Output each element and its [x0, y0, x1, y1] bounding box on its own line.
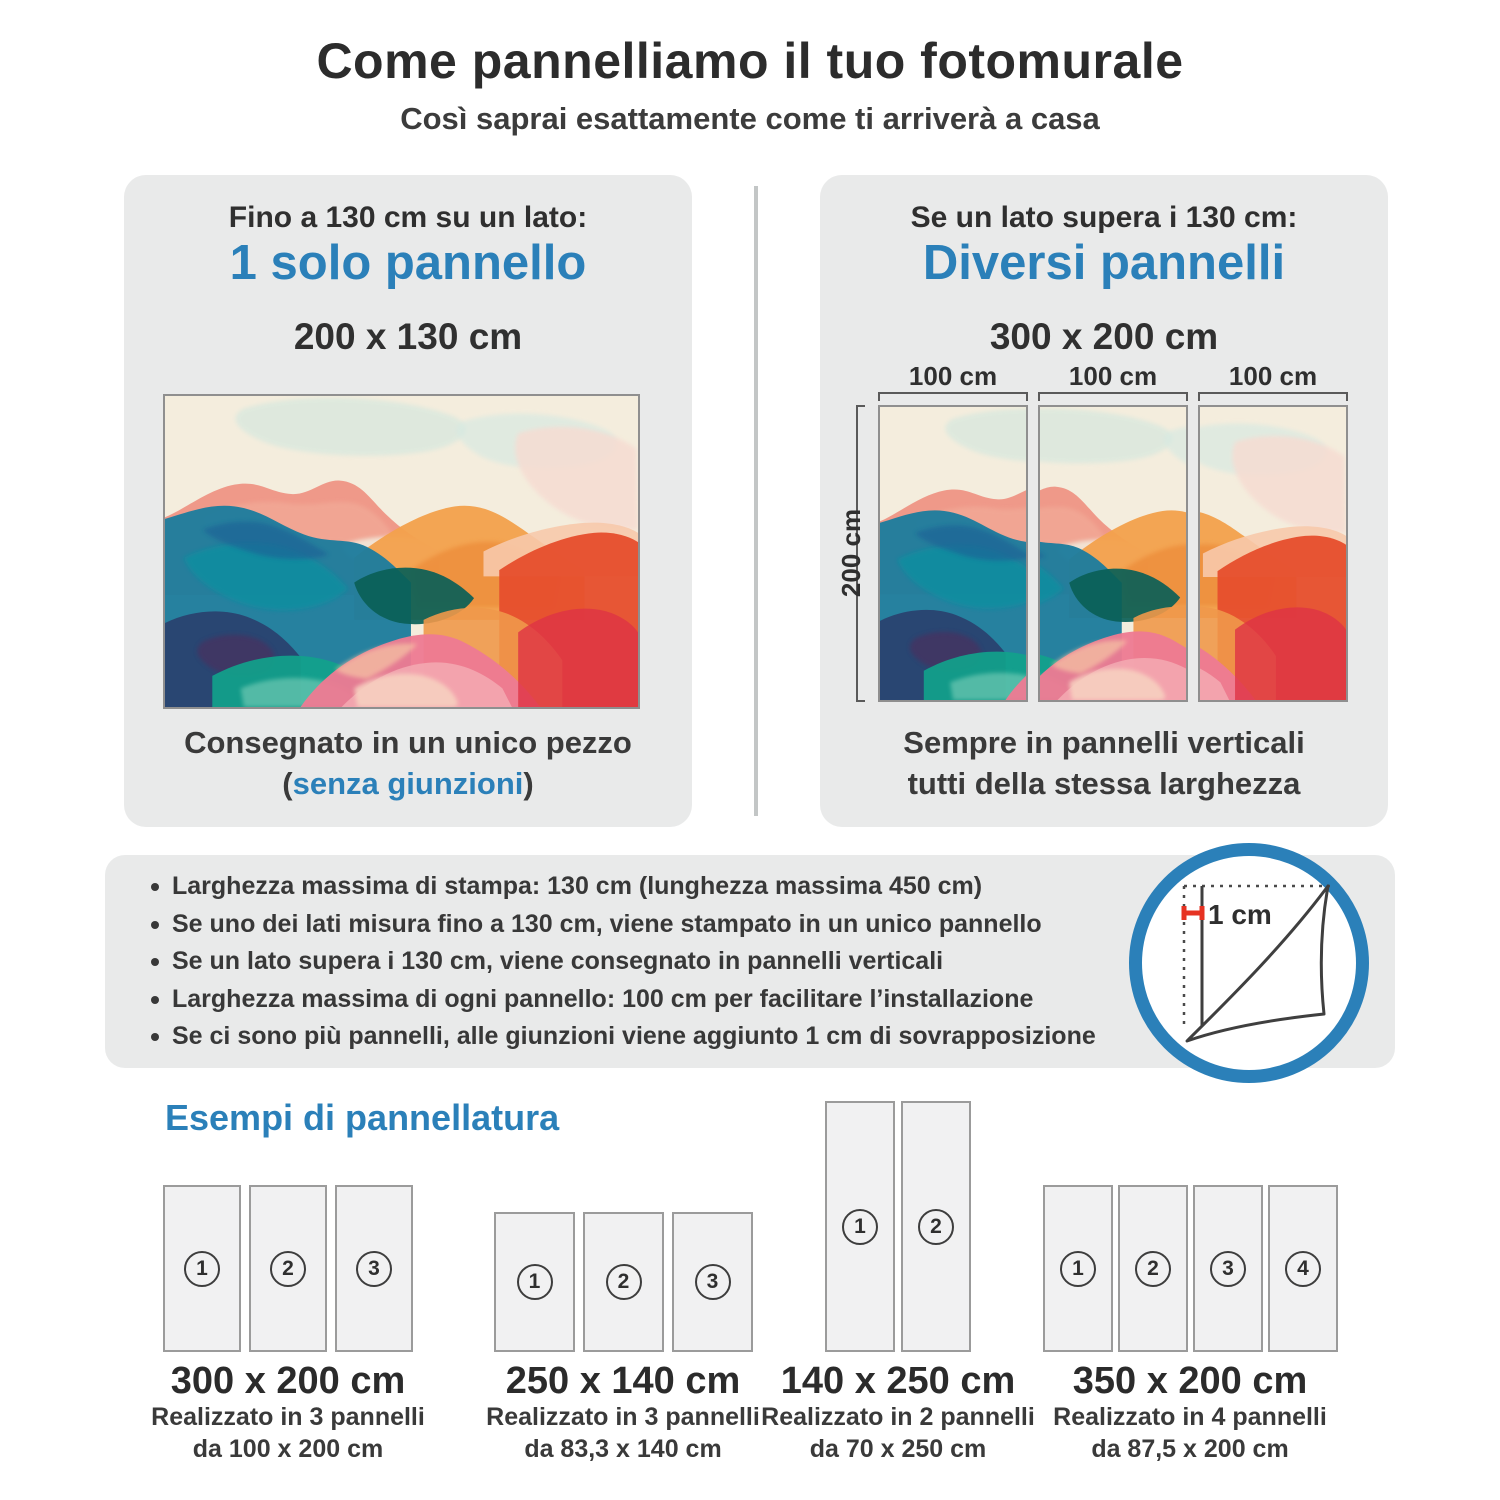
single-panel-footer: [124, 722, 692, 804]
single-panel-size: 200 x 130 cm: [293, 316, 523, 357]
panel-height-label: 200 cm: [836, 508, 866, 598]
multi-panel-size: 300 x 200 cm: [989, 316, 1219, 357]
overlap-measure-mark: [1184, 906, 1202, 920]
example-1-size: 300 x 200 cm: [170, 1360, 406, 1402]
example-panel: [583, 1212, 664, 1352]
paren-close: ): [523, 766, 534, 801]
page-curl-icon: [1142, 856, 1356, 1070]
rule-item-4: Larghezza massima di ogni pannello: 100 cm per facilitare l’installazione: [145, 981, 1155, 1019]
example-2-size: 250 x 140 cm: [505, 1360, 741, 1402]
panel-number-badge: 2: [918, 1209, 954, 1245]
example-3-line1: Realizzato in 2 pannelli: [761, 1403, 1035, 1431]
panel-number-badge: 1: [184, 1251, 220, 1287]
example-panel: [1118, 1185, 1188, 1352]
width-dimension-bracket-3: [1198, 392, 1348, 401]
example-3-line2: da 70 x 250 cm: [809, 1435, 987, 1463]
panel-width-label-2: 100 cm: [1068, 361, 1158, 391]
single-panel-card: [124, 175, 692, 827]
example-panel: [825, 1101, 895, 1352]
no-seams-note: senza giunzioni: [292, 766, 524, 801]
rule-item-1: Larghezza massima di stampa: 130 cm (lunghezza massima 450 cm): [145, 868, 1155, 906]
panel-number-badge: 3: [356, 1251, 392, 1287]
panel-number-badge: 1: [1060, 1251, 1096, 1287]
panel-width-label-1: 100 cm: [908, 361, 998, 391]
width-dimension-bracket-2: [1038, 392, 1188, 401]
example-panel: [672, 1212, 753, 1352]
example-panel: [1193, 1185, 1263, 1352]
width-dimension-bracket-1: [878, 392, 1028, 401]
panel-number-badge: 3: [1210, 1251, 1246, 1287]
cards-divider: [754, 186, 758, 816]
page-subtitle: Così saprai esattamente come ti arriverà a casa: [400, 101, 1100, 136]
rule-item-5: Se ci sono più pannelli, alle giunzioni viene aggiunto 1 cm di sovrapposizione: [145, 1018, 1155, 1056]
example-1-panels: [163, 1185, 413, 1352]
mural-panel-slice-2: [1038, 405, 1188, 702]
example-panel: [249, 1185, 327, 1352]
panel-number-badge: 2: [1135, 1251, 1171, 1287]
watercolor-slice-3: [1200, 407, 1346, 700]
panel-number-badge: 4: [1285, 1251, 1321, 1287]
watercolor-slice-2: [1040, 407, 1186, 700]
example-panel: [1043, 1185, 1113, 1352]
watercolor-image: [165, 396, 638, 707]
example-3-size: 140 x 250 cm: [780, 1360, 1016, 1402]
multi-panel-footer-line1: Sempre in pannelli verticali: [903, 725, 1305, 760]
mural-panel-slice-1: [878, 405, 1028, 702]
panel-number-badge: 1: [517, 1264, 553, 1300]
example-4-line2: da 87,5 x 200 cm: [1091, 1435, 1289, 1463]
example-2-line1: Realizzato in 3 pannelli: [486, 1403, 760, 1431]
panel-number-badge: 2: [606, 1264, 642, 1300]
panel-width-label-3: 100 cm: [1228, 361, 1318, 391]
page-title: Come pannelliamo il tuo fotomurale: [316, 33, 1184, 89]
example-panel: [1268, 1185, 1338, 1352]
panel-number-badge: 1: [842, 1209, 878, 1245]
example-4-size: 350 x 200 cm: [1072, 1360, 1308, 1402]
example-panel: [901, 1101, 971, 1352]
example-3-panels: [825, 1101, 971, 1352]
example-1-line1: Realizzato in 3 pannelli: [151, 1403, 425, 1431]
mural-preview-single: [163, 394, 640, 709]
rule-item-3: Se un lato supera i 130 cm, viene consegnato in pannelli verticali: [145, 943, 1155, 981]
example-panel: [335, 1185, 413, 1352]
example-4-panels: [1043, 1185, 1338, 1352]
example-panel: [163, 1185, 241, 1352]
panel-number-badge: 3: [695, 1264, 731, 1300]
example-panel: [494, 1212, 575, 1352]
single-panel-headline: 1 solo pannello: [229, 236, 587, 290]
single-panel-condition: Fino a 130 cm su un lato:: [228, 201, 588, 234]
example-4-line1: Realizzato in 4 pannelli: [1053, 1403, 1327, 1431]
multi-panel-headline: Diversi pannelli: [922, 236, 1286, 290]
multi-panel-condition: Se un lato supera i 130 cm:: [910, 201, 1298, 234]
overlap-detail-badge: [1129, 843, 1369, 1083]
overlap-measure-label: 1 cm: [1208, 899, 1272, 930]
rules-list: [145, 868, 1155, 1056]
example-2-line2: da 83,3 x 140 cm: [524, 1435, 722, 1463]
multi-panel-card: [820, 175, 1388, 827]
example-1-line2: da 100 x 200 cm: [192, 1435, 384, 1463]
examples-heading: Esempi di pannellatura: [165, 1097, 560, 1138]
watercolor-slice-1: [880, 407, 1026, 700]
multi-panel-footer-line2: tutti della stessa larghezza: [907, 766, 1301, 801]
panel-number-badge: 2: [270, 1251, 306, 1287]
multi-panel-footer: [820, 722, 1388, 804]
example-2-panels: [494, 1212, 753, 1352]
single-panel-footer-line1: Consegnato in un unico pezzo: [184, 725, 632, 760]
paren-open: (: [282, 766, 293, 801]
mural-panel-slice-3: [1198, 405, 1348, 702]
rule-item-2: Se uno dei lati misura fino a 130 cm, viene stampato in un unico pannello: [145, 906, 1155, 944]
